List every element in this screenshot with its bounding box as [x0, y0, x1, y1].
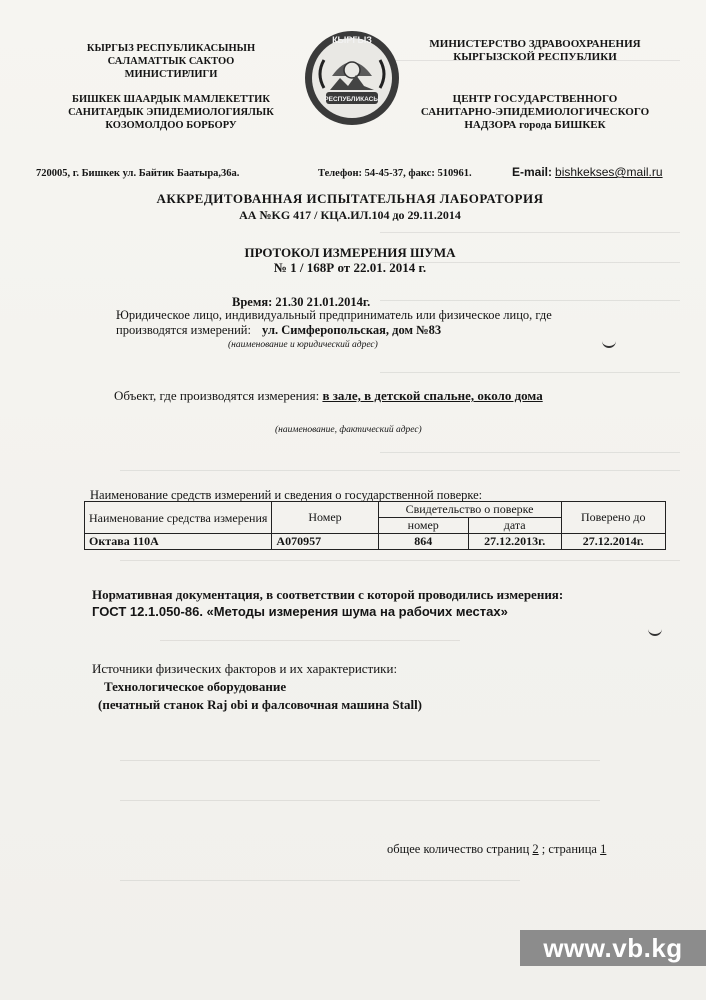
- ink-mark: [648, 626, 662, 636]
- normative-block: [92, 586, 652, 620]
- cell-instrument-name: Октава 110А: [85, 534, 272, 550]
- cell-verified-until: 27.12.2014г.: [561, 534, 666, 550]
- email-block: [512, 165, 663, 180]
- page-counter: [387, 842, 606, 857]
- site-watermark: www.vb.kg: [520, 930, 706, 966]
- bleed-through-line: [380, 372, 680, 373]
- object-block: [114, 388, 543, 404]
- sources-line2: (печатный станок Raj obi и фалсовочная машина Stall): [98, 697, 423, 712]
- legal-entity-label: производятся измерений:: [116, 323, 251, 337]
- legal-entity-line1: Юридическое лицо, индивидуальный предприниматель или физическое лицо, где: [116, 308, 552, 322]
- pages-total-label: общее количество страниц: [387, 842, 530, 856]
- header-cert-number: номер: [378, 518, 468, 534]
- lab-block: [100, 191, 600, 223]
- bleed-through-line: [120, 470, 680, 471]
- normative-value: ГОСТ 12.1.050-86. «Методы измерения шума на рабочих местах»: [92, 604, 508, 619]
- object-caption: (наименование, фактический адрес): [275, 425, 422, 435]
- legal-entity-line2: [116, 323, 596, 338]
- bleed-through-line: [380, 300, 680, 301]
- header-left: [66, 42, 276, 132]
- lab-accreditation: АА №KG 417 / КЦА.ИЛ.104 до 29.11.2014: [239, 208, 461, 222]
- phone: Телефон: 54-45-37, факс: 510961.: [318, 168, 472, 179]
- bleed-through-line: [120, 880, 520, 881]
- protocol-title: ПРОТОКОЛ ИЗМЕРЕНИЯ ШУМА: [244, 245, 456, 260]
- ink-mark: [602, 338, 616, 348]
- address: 720005, г. Бишкек ул. Байтик Баатыра,36а.: [36, 168, 240, 179]
- header-left-title: КЫРГЫЗ РЕСПУБЛИКАСЫНЫН САЛАМАТТЫК САКТОО МИНИСТИРЛИГИ: [86, 43, 256, 80]
- page-current-label: ; страница: [541, 842, 597, 856]
- protocol-number: № 1 / 168Р от 22.01. 2014 г.: [273, 260, 427, 275]
- cell-number: А070957: [272, 534, 378, 550]
- header-certificate: Свидетельство о поверке: [378, 502, 561, 518]
- email-link[interactable]: bishkekses@mail.ru: [555, 165, 663, 179]
- table-row: [85, 534, 666, 550]
- object-label: Объект, где производятся измерения:: [114, 388, 320, 403]
- instruments-title: Наименование средств измерений и сведения о государственной поверке:: [90, 488, 483, 502]
- bleed-through-line: [160, 640, 460, 641]
- header-right: [405, 38, 665, 132]
- protocol-block: [200, 245, 500, 275]
- bleed-through-line: [120, 760, 600, 761]
- page-current: 1: [600, 842, 607, 856]
- cell-cert-number: 864: [378, 534, 468, 550]
- header-verified-until: Поверено до: [561, 502, 666, 534]
- emblem-text-top: КЫРГЫЗ: [332, 35, 372, 45]
- pages-total: 2: [532, 842, 539, 856]
- normative-label: Нормативная документация, в соответствии с которой проводились измерения:: [92, 587, 564, 602]
- header-number: Номер: [272, 502, 378, 534]
- instruments-table: [84, 501, 666, 550]
- header-left-subtitle: БИШКЕК ШААРДЫК МАМЛЕКЕТТИК САНИТАРДЫК ЭПИДЕМИОЛОГИЯЛЫК КОЗОМОЛДОО БОРБОРУ: [68, 94, 274, 131]
- header-right-title: МИНИСТЕРСТВО ЗДРАВООХРАНЕНИЯ КЫРГЫЗСКОЙ РЕСПУБЛИКИ: [429, 38, 641, 63]
- bleed-through-line: [120, 560, 680, 561]
- legal-entity-value: ул. Симферопольская, дом №83: [262, 323, 442, 337]
- header-instrument-name: Наименование средства измерения: [85, 502, 272, 534]
- bleed-through-line: [120, 800, 600, 801]
- emblem-text-bottom: РЕСПУБЛИКАСЫ: [324, 96, 380, 103]
- bleed-through-line: [380, 232, 680, 233]
- table-header-row: [85, 502, 666, 518]
- measurement-time: Время: 21.30 21.01.2014г.: [232, 295, 371, 309]
- legal-entity-caption: (наименование и юридический адрес): [228, 340, 378, 350]
- object-value: в зале, в детской спальне, около дома: [322, 388, 543, 403]
- lab-title: АККРЕДИТОВАННАЯ ИСПЫТАТЕЛЬНАЯ ЛАБОРАТОРИЯ: [156, 191, 544, 206]
- header-right-subtitle: ЦЕНТР ГОСУДАРСТВЕННОГО САНИТАРНО-ЭПИДЕМИОЛОГИЧЕСКОГО НАДЗОРА города БИШКЕК: [420, 93, 650, 131]
- cell-cert-date: 27.12.2013г.: [468, 534, 561, 550]
- sources-block: [92, 660, 422, 714]
- sources-line1: Технологическое оборудование: [104, 679, 287, 694]
- state-emblem-icon: [302, 28, 402, 128]
- email-label: E-mail:: [512, 165, 553, 179]
- legal-entity-block: [116, 308, 596, 353]
- header-cert-date: дата: [468, 518, 561, 534]
- sources-label: Источники физических факторов и их характеристики:: [92, 661, 398, 676]
- bleed-through-line: [380, 452, 680, 453]
